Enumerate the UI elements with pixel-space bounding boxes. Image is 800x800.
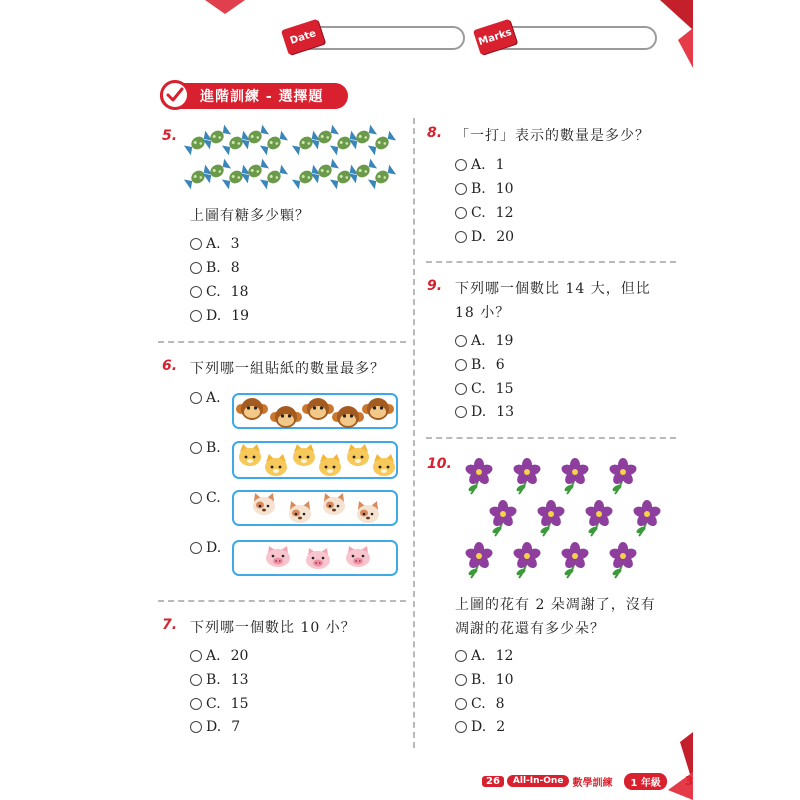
pig-face-icon bbox=[346, 546, 370, 567]
radio-circle[interactable] bbox=[455, 183, 467, 195]
pig-face-icon bbox=[306, 548, 330, 569]
monkey-stickers bbox=[234, 395, 400, 431]
option-c[interactable]: C. 15 bbox=[190, 696, 249, 712]
footer-subject: 數學訓練 bbox=[572, 777, 613, 789]
question-text-line2: 凋謝的花還有多少朵？ bbox=[455, 621, 605, 637]
flower-illustration bbox=[455, 452, 670, 582]
dog-face-icon bbox=[323, 493, 345, 515]
radio-circle[interactable] bbox=[455, 406, 467, 418]
option-a[interactable]: A. 19 bbox=[455, 333, 513, 349]
option-a[interactable]: A. bbox=[190, 390, 231, 406]
check-icon bbox=[160, 80, 190, 110]
flower-icon bbox=[464, 542, 494, 578]
question-divider bbox=[426, 437, 676, 439]
dog-face-icon bbox=[289, 501, 311, 523]
radio-circle[interactable] bbox=[455, 698, 467, 710]
pig-stickers bbox=[234, 542, 400, 578]
candy-icon bbox=[368, 165, 396, 190]
sticker-group-pigs bbox=[232, 540, 398, 576]
monkey-face-icon bbox=[302, 398, 334, 420]
question-number: 5. bbox=[162, 128, 178, 144]
question-text-line1: 下列哪一個數比 14 大，但比 bbox=[455, 281, 651, 297]
flower-icon bbox=[608, 458, 638, 494]
date-tag: Date bbox=[281, 19, 325, 55]
option-c[interactable]: C. bbox=[190, 490, 231, 506]
candy-icon bbox=[260, 165, 288, 190]
section-title: 進階訓練 - 選擇題 bbox=[160, 83, 348, 109]
flower-icon bbox=[632, 500, 662, 536]
monkey-face-icon bbox=[270, 406, 302, 428]
question-text-line1: 上圖的花有 2 朵凋謝了，沒有 bbox=[455, 597, 656, 613]
radio-circle[interactable] bbox=[190, 674, 202, 686]
cat-face-icon bbox=[239, 444, 261, 466]
question-text: 上圖有糖多少顆？ bbox=[190, 208, 310, 224]
radio-circle[interactable] bbox=[190, 650, 202, 662]
question-number: 9. bbox=[427, 278, 443, 294]
option-d[interactable]: D. 20 bbox=[455, 229, 514, 245]
option-d[interactable]: D. 7 bbox=[190, 719, 240, 735]
option-b[interactable]: B. 10 bbox=[455, 672, 514, 688]
monkey-face-icon bbox=[236, 398, 268, 420]
cat-face-icon bbox=[373, 454, 395, 476]
cat-face-icon bbox=[293, 444, 315, 466]
question-number: 10. bbox=[427, 456, 452, 472]
radio-circle[interactable] bbox=[190, 238, 202, 250]
sticker-group-monkeys bbox=[232, 393, 398, 429]
radio-circle[interactable] bbox=[190, 492, 202, 504]
question-number: 8. bbox=[427, 125, 443, 141]
radio-circle[interactable] bbox=[455, 674, 467, 686]
marks-tag: Marks bbox=[473, 19, 517, 55]
radio-circle[interactable] bbox=[455, 721, 467, 733]
radio-circle[interactable] bbox=[455, 650, 467, 662]
cat-face-icon bbox=[347, 444, 369, 466]
flower-icon bbox=[488, 500, 518, 536]
radio-circle[interactable] bbox=[455, 159, 467, 171]
radio-circle[interactable] bbox=[190, 392, 202, 404]
sticker-group-dogs bbox=[232, 490, 398, 526]
option-b[interactable]: B. 13 bbox=[190, 672, 249, 688]
page-number: 3 bbox=[684, 774, 694, 788]
flower-icon bbox=[512, 458, 542, 494]
option-a[interactable]: A. 1 bbox=[455, 157, 504, 173]
dog-stickers bbox=[234, 492, 400, 528]
question-text: 下列哪一組貼紙的數量最多？ bbox=[190, 361, 385, 377]
option-c[interactable]: C. 18 bbox=[190, 284, 249, 300]
option-d[interactable]: D. 19 bbox=[190, 308, 249, 324]
radio-circle[interactable] bbox=[455, 207, 467, 219]
option-c[interactable]: C. 12 bbox=[455, 205, 514, 221]
option-c[interactable]: C. 8 bbox=[455, 696, 505, 712]
radio-circle[interactable] bbox=[455, 335, 467, 347]
dog-face-icon bbox=[253, 493, 275, 515]
radio-circle[interactable] bbox=[455, 359, 467, 371]
question-text: 下列哪一個數比 10 小？ bbox=[190, 620, 356, 636]
question-text: 「一打」表示的數量是多少？ bbox=[455, 128, 650, 144]
flower-icon bbox=[464, 458, 494, 494]
footer-page-badge: 26 bbox=[482, 776, 504, 787]
sticker-group-cats bbox=[232, 441, 398, 479]
flower-icon bbox=[560, 542, 590, 578]
candy-icon bbox=[260, 131, 288, 156]
dog-face-icon bbox=[357, 501, 379, 523]
question-divider bbox=[426, 261, 676, 263]
monkey-face-icon bbox=[332, 406, 364, 428]
cat-face-icon bbox=[265, 454, 287, 476]
option-c[interactable]: C. 15 bbox=[455, 381, 514, 397]
radio-circle[interactable] bbox=[190, 721, 202, 733]
footer-grade: 1 年級 bbox=[624, 773, 666, 790]
candy-illustration bbox=[188, 122, 403, 192]
radio-circle[interactable] bbox=[190, 442, 202, 454]
option-a[interactable]: A. 12 bbox=[455, 648, 513, 664]
flower-icon bbox=[536, 500, 566, 536]
page-footer bbox=[482, 772, 693, 790]
column-divider bbox=[413, 118, 415, 748]
pig-face-icon bbox=[266, 546, 290, 567]
radio-circle[interactable] bbox=[190, 310, 202, 322]
option-d[interactable]: D. bbox=[190, 540, 231, 556]
radio-circle[interactable] bbox=[190, 542, 202, 554]
option-d[interactable]: D. 13 bbox=[455, 404, 514, 420]
option-b[interactable]: B. 6 bbox=[455, 357, 505, 373]
option-b[interactable]: B. bbox=[190, 440, 231, 456]
question-divider bbox=[158, 600, 406, 602]
footer-brand: All-In-One bbox=[507, 775, 570, 787]
candy-icon bbox=[368, 131, 396, 156]
flower-icon bbox=[608, 542, 638, 578]
question-number: 7. bbox=[162, 617, 178, 633]
cat-stickers bbox=[234, 443, 400, 481]
option-a[interactable]: A. 20 bbox=[190, 648, 248, 664]
question-divider bbox=[158, 341, 406, 343]
option-d[interactable]: D. 2 bbox=[455, 719, 505, 735]
flower-icon bbox=[512, 542, 542, 578]
radio-circle[interactable] bbox=[190, 286, 202, 298]
option-b[interactable]: B. 10 bbox=[455, 181, 514, 197]
radio-circle[interactable] bbox=[455, 231, 467, 243]
question-text-line2: 18 小？ bbox=[455, 305, 511, 321]
option-b[interactable]: B. 8 bbox=[190, 260, 240, 276]
radio-circle[interactable] bbox=[190, 262, 202, 274]
radio-circle[interactable] bbox=[455, 383, 467, 395]
flower-icon bbox=[560, 458, 590, 494]
flower-icon bbox=[584, 500, 614, 536]
radio-circle[interactable] bbox=[190, 698, 202, 710]
question-number: 6. bbox=[162, 358, 178, 374]
option-a[interactable]: A. 3 bbox=[190, 236, 239, 252]
monkey-face-icon bbox=[362, 398, 394, 420]
cat-face-icon bbox=[319, 454, 341, 476]
